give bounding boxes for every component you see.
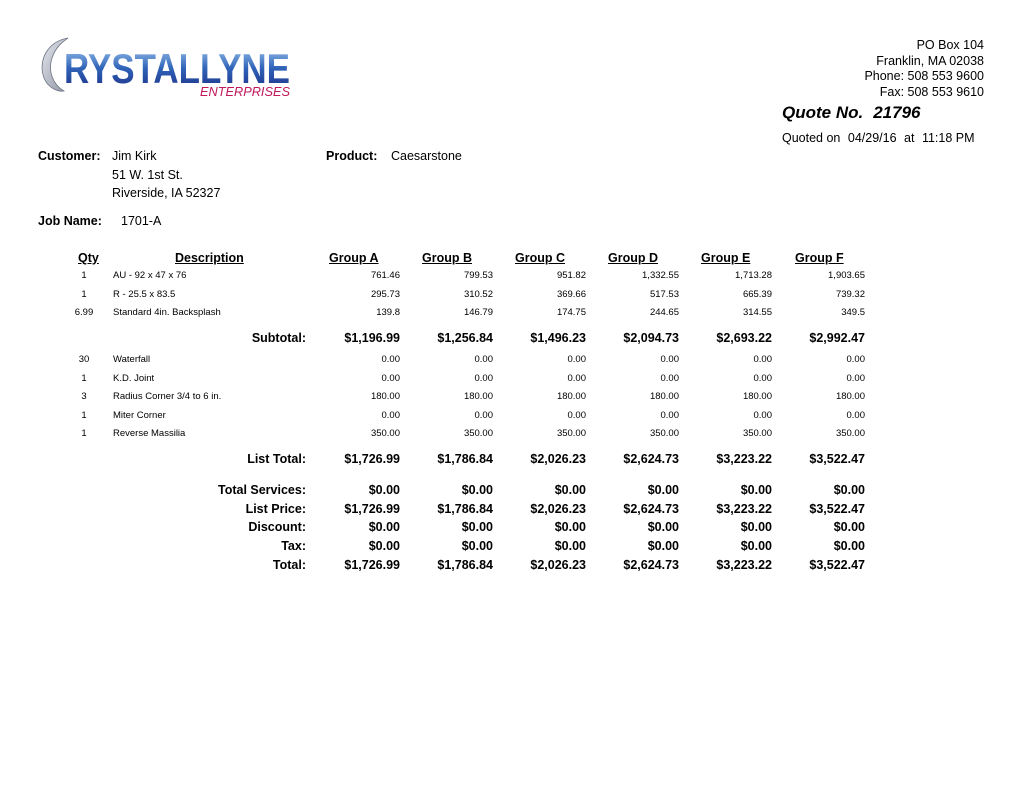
subtotal-value: $2,992.47 bbox=[809, 331, 865, 345]
summary-value: $0.00 bbox=[647, 483, 679, 497]
summary-value: $0.00 bbox=[740, 539, 772, 553]
service-price: 0.00 bbox=[567, 373, 586, 384]
summary-value: $0.00 bbox=[740, 520, 772, 534]
summary-label: Tax: bbox=[281, 539, 306, 553]
customer-name: Jim Kirk bbox=[112, 149, 157, 163]
column-header-group-b: Group B bbox=[422, 251, 472, 265]
subtotal-value: $1,496.23 bbox=[530, 331, 586, 345]
service-qty: 1 bbox=[81, 373, 87, 384]
summary-value: $0.00 bbox=[368, 520, 400, 534]
service-price: 350.00 bbox=[835, 428, 865, 439]
service-price: 0.00 bbox=[381, 410, 400, 421]
subtotal-value: $1,196.99 bbox=[344, 331, 400, 345]
service-price: 0.00 bbox=[753, 373, 772, 384]
item-price: 739.32 bbox=[835, 289, 865, 300]
list-total-value: $1,726.99 bbox=[344, 452, 400, 466]
quote-number-label: Quote No. bbox=[782, 103, 864, 122]
quote-date-value: 04/29/16 bbox=[847, 131, 897, 145]
column-header-description: Description bbox=[175, 251, 244, 265]
product-label: Product: bbox=[326, 149, 378, 163]
item-price: 517.53 bbox=[649, 289, 679, 300]
item-price: 310.52 bbox=[463, 289, 493, 300]
service-description: K.D. Joint bbox=[113, 373, 155, 384]
service-price: 0.00 bbox=[474, 410, 493, 421]
item-description: AU - 92 x 47 x 76 bbox=[113, 270, 187, 281]
service-price: 0.00 bbox=[381, 373, 400, 384]
list-total-value: $2,624.73 bbox=[623, 452, 679, 466]
job-name-value: 1701-A bbox=[121, 214, 162, 228]
summary-value: $0.00 bbox=[647, 539, 679, 553]
quoted-on-label: Quoted on bbox=[782, 131, 841, 145]
summary-value: $2,624.73 bbox=[623, 558, 679, 572]
service-price: 350.00 bbox=[370, 428, 400, 439]
service-price: 350.00 bbox=[649, 428, 679, 439]
service-price: 0.00 bbox=[753, 410, 772, 421]
summary-value: $2,026.23 bbox=[530, 558, 586, 572]
address-fax: Fax: 508 553 9610 bbox=[879, 84, 984, 99]
summary-value: $2,026.23 bbox=[530, 502, 586, 516]
summary-value: $0.00 bbox=[833, 520, 865, 534]
quote-time-value: 11:18 PM bbox=[921, 131, 975, 145]
item-price: 295.73 bbox=[370, 289, 400, 300]
svg-text:RYSTALLYNE: RYSTALLYNE bbox=[64, 45, 290, 92]
summary-value: $1,786.84 bbox=[437, 558, 493, 572]
service-price: 0.00 bbox=[753, 354, 772, 365]
svg-text:ENTERPRISES: ENTERPRISES bbox=[200, 85, 291, 99]
summary-value: $3,223.22 bbox=[716, 558, 772, 572]
summary-value: $3,522.47 bbox=[809, 502, 865, 516]
list-total-value: $2,026.23 bbox=[530, 452, 586, 466]
item-price: 314.55 bbox=[742, 307, 772, 318]
job-name-label: Job Name: bbox=[38, 214, 102, 228]
service-price: 0.00 bbox=[381, 354, 400, 365]
column-header-group-c: Group C bbox=[515, 251, 565, 265]
summary-value: $0.00 bbox=[461, 539, 493, 553]
service-qty: 1 bbox=[81, 428, 87, 439]
address-city: Franklin, MA 02038 bbox=[876, 53, 984, 68]
quote-number-value: 21796 bbox=[873, 103, 921, 122]
item-price: 244.65 bbox=[649, 307, 679, 318]
service-price: 0.00 bbox=[660, 354, 679, 365]
item-price: 174.75 bbox=[556, 307, 586, 318]
item-qty: 6.99 bbox=[74, 307, 94, 318]
item-price: 799.53 bbox=[463, 270, 493, 281]
subtotal-value: $2,693.22 bbox=[716, 331, 772, 345]
item-qty: 1 bbox=[81, 270, 87, 281]
service-price: 0.00 bbox=[567, 410, 586, 421]
address-phone: Phone: 508 553 9600 bbox=[864, 69, 984, 83]
service-price: 180.00 bbox=[649, 391, 679, 402]
item-description: R - 25.5 x 83.5 bbox=[113, 289, 176, 300]
service-price: 180.00 bbox=[835, 391, 865, 402]
service-description: Reverse Massilia bbox=[113, 428, 186, 439]
service-price: 0.00 bbox=[660, 410, 679, 421]
column-header-group-d: Group D bbox=[608, 251, 658, 265]
summary-label: List Price: bbox=[245, 502, 306, 516]
service-qty: 30 bbox=[78, 354, 90, 365]
customer-city: Riverside, IA 52327 bbox=[112, 186, 221, 200]
item-description: Standard 4in. Backsplash bbox=[113, 307, 221, 318]
summary-value: $3,522.47 bbox=[809, 558, 865, 572]
service-price: 350.00 bbox=[463, 428, 493, 439]
summary-value: $2,624.73 bbox=[623, 502, 679, 516]
column-header-group-a: Group A bbox=[329, 251, 379, 265]
item-price: 1,903.65 bbox=[828, 270, 865, 281]
service-price: 180.00 bbox=[556, 391, 586, 402]
summary-value: $0.00 bbox=[833, 483, 865, 497]
item-price: 349.5 bbox=[841, 307, 865, 318]
summary-value: $0.00 bbox=[368, 483, 400, 497]
summary-value: $0.00 bbox=[647, 520, 679, 534]
service-price: 0.00 bbox=[846, 354, 865, 365]
column-header-group-f: Group F bbox=[795, 251, 844, 265]
item-price: 369.66 bbox=[556, 289, 586, 300]
summary-value: $0.00 bbox=[554, 483, 586, 497]
service-qty: 3 bbox=[81, 391, 87, 402]
service-price: 180.00 bbox=[742, 391, 772, 402]
subtotal-value: $1,256.84 bbox=[437, 331, 493, 345]
item-price: 761.46 bbox=[370, 270, 400, 281]
company-logo bbox=[38, 34, 298, 100]
customer-street: 51 W. 1st St. bbox=[112, 168, 183, 182]
service-description: Radius Corner 3/4 to 6 in. bbox=[113, 391, 222, 402]
summary-label: Total: bbox=[272, 558, 306, 572]
list-total-label: List Total: bbox=[247, 452, 306, 466]
item-price: 951.82 bbox=[556, 270, 586, 281]
quote-number bbox=[782, 103, 921, 123]
service-price: 350.00 bbox=[556, 428, 586, 439]
column-header-qty: Qty bbox=[78, 251, 99, 265]
service-qty: 1 bbox=[81, 410, 87, 421]
summary-value: $0.00 bbox=[368, 539, 400, 553]
service-price: 0.00 bbox=[474, 354, 493, 365]
list-total-value: $3,522.47 bbox=[809, 452, 865, 466]
service-price: 0.00 bbox=[660, 373, 679, 384]
service-description: Waterfall bbox=[113, 354, 151, 365]
summary-label: Discount: bbox=[248, 520, 306, 534]
summary-value: $0.00 bbox=[554, 520, 586, 534]
item-qty: 1 bbox=[81, 289, 87, 300]
summary-value: $0.00 bbox=[740, 483, 772, 497]
product-value: Caesarstone bbox=[391, 149, 462, 163]
service-price: 180.00 bbox=[370, 391, 400, 402]
summary-value: $0.00 bbox=[461, 483, 493, 497]
list-total-value: $3,223.22 bbox=[716, 452, 772, 466]
service-price: 180.00 bbox=[463, 391, 493, 402]
service-description: Miter Corner bbox=[113, 410, 166, 421]
summary-value: $0.00 bbox=[461, 520, 493, 534]
service-price: 0.00 bbox=[846, 373, 865, 384]
at-label: at bbox=[904, 131, 915, 145]
item-price: 146.79 bbox=[463, 307, 493, 318]
item-price: 1,332.55 bbox=[642, 270, 679, 281]
summary-value: $3,223.22 bbox=[716, 502, 772, 516]
customer-label: Customer: bbox=[38, 149, 101, 163]
service-price: 350.00 bbox=[742, 428, 772, 439]
item-price: 1,713.28 bbox=[735, 270, 772, 281]
summary-label: Total Services: bbox=[217, 483, 306, 497]
service-price: 0.00 bbox=[846, 410, 865, 421]
quote-date bbox=[782, 131, 979, 145]
subtotal-value: $2,094.73 bbox=[623, 331, 679, 345]
summary-value: $0.00 bbox=[833, 539, 865, 553]
column-header-group-e: Group E bbox=[701, 251, 751, 265]
service-price: 0.00 bbox=[474, 373, 493, 384]
address-line: PO Box 104 bbox=[916, 38, 984, 52]
summary-value: $0.00 bbox=[554, 539, 586, 553]
service-price: 0.00 bbox=[567, 354, 586, 365]
item-price: 139.8 bbox=[376, 307, 400, 318]
item-price: 665.39 bbox=[742, 289, 772, 300]
company-address bbox=[864, 38, 984, 100]
summary-value: $1,726.99 bbox=[344, 558, 400, 572]
summary-value: $1,786.84 bbox=[437, 502, 493, 516]
summary-value: $1,726.99 bbox=[344, 502, 400, 516]
subtotal-label: Subtotal: bbox=[251, 331, 306, 345]
list-total-value: $1,786.84 bbox=[437, 452, 493, 466]
